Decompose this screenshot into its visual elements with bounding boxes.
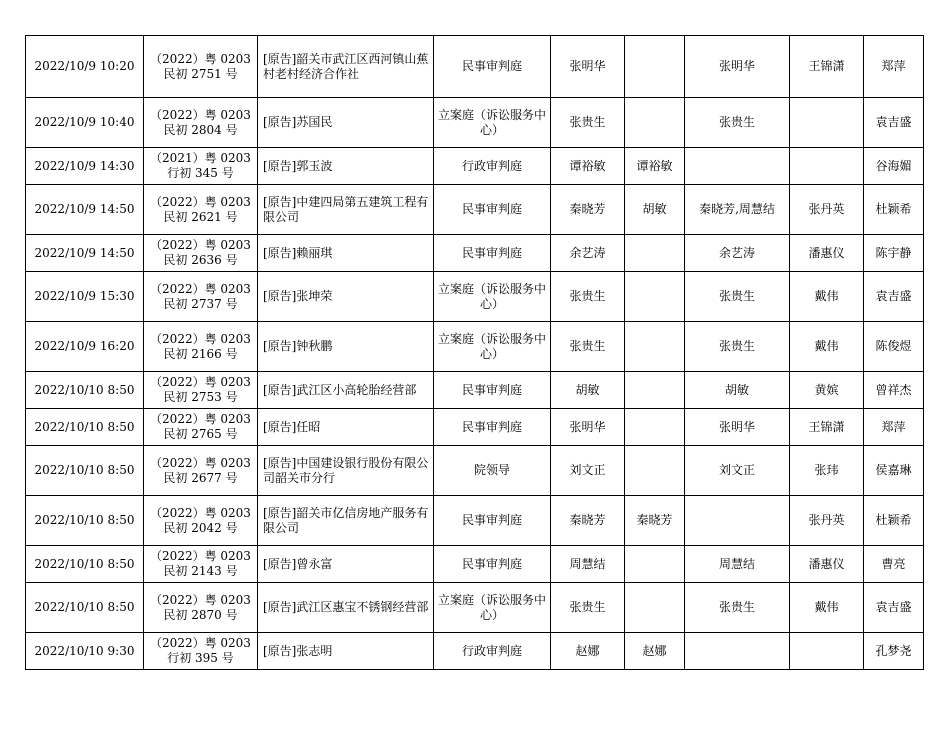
judge-cell: 张贵生	[551, 583, 625, 633]
panel-members-cell: 余艺涛	[685, 235, 790, 272]
panel-members-cell: 胡敏	[685, 372, 790, 409]
table-row	[26, 546, 924, 583]
clerk-cell: 郑萍	[864, 36, 924, 98]
presiding-judge-cell	[625, 583, 685, 633]
hearing-time-cell: 2022/10/10 8:50	[26, 583, 144, 633]
judge-assistant-cell	[790, 633, 864, 670]
case-number-cell: （2022）粤 0203 民初 2166 号	[144, 322, 258, 372]
hearing-time-cell: 2022/10/10 8:50	[26, 496, 144, 546]
case-number-cell: （2022）粤 0203 民初 2677 号	[144, 446, 258, 496]
table-row	[26, 272, 924, 322]
case-number-cell: （2022）粤 0203 行初 395 号	[144, 633, 258, 670]
table-row	[26, 583, 924, 633]
tribunal-cell: 院领导	[434, 446, 551, 496]
judge-cell: 张明华	[551, 409, 625, 446]
tribunal-cell: 民事审判庭	[434, 546, 551, 583]
party-cell: [原告]韶关市亿信房地产服务有限公司	[258, 496, 434, 546]
clerk-cell: 杜颖希	[864, 496, 924, 546]
clerk-cell: 陈宇静	[864, 235, 924, 272]
judge-assistant-cell: 张丹英	[790, 185, 864, 235]
panel-members-cell	[685, 148, 790, 185]
panel-members-cell: 张明华	[685, 36, 790, 98]
party-cell: [原告]中建四局第五建筑工程有限公司	[258, 185, 434, 235]
hearing-time-cell: 2022/10/9 14:30	[26, 148, 144, 185]
presiding-judge-cell	[625, 235, 685, 272]
judge-cell: 周慧结	[551, 546, 625, 583]
hearing-time-cell: 2022/10/10 8:50	[26, 409, 144, 446]
case-number-cell: （2022）粤 0203 民初 2753 号	[144, 372, 258, 409]
table-row	[26, 446, 924, 496]
presiding-judge-cell	[625, 546, 685, 583]
judge-cell: 张贵生	[551, 322, 625, 372]
tribunal-cell: 民事审判庭	[434, 496, 551, 546]
party-cell: [原告]苏国民	[258, 98, 434, 148]
hearing-time-cell: 2022/10/10 9:30	[26, 633, 144, 670]
clerk-cell: 杜颖希	[864, 185, 924, 235]
panel-members-cell: 张贵生	[685, 272, 790, 322]
party-cell: [原告]曾永富	[258, 546, 434, 583]
panel-members-cell: 刘文正	[685, 446, 790, 496]
judge-assistant-cell: 戴伟	[790, 583, 864, 633]
tribunal-cell: 民事审判庭	[434, 36, 551, 98]
case-number-cell: （2022）粤 0203 民初 2751 号	[144, 36, 258, 98]
tribunal-cell: 立案庭（诉讼服务中心）	[434, 272, 551, 322]
party-cell: [原告]武江区小高轮胎经营部	[258, 372, 434, 409]
panel-members-cell: 张贵生	[685, 583, 790, 633]
judge-assistant-cell: 王锦潇	[790, 36, 864, 98]
judge-assistant-cell: 潘惠仪	[790, 546, 864, 583]
presiding-judge-cell	[625, 36, 685, 98]
hearing-time-cell: 2022/10/9 14:50	[26, 185, 144, 235]
party-cell: [原告]郭玉波	[258, 148, 434, 185]
hearing-time-cell: 2022/10/10 8:50	[26, 446, 144, 496]
table-row	[26, 372, 924, 409]
clerk-cell: 袁吉盛	[864, 583, 924, 633]
case-number-cell: （2022）粤 0203 民初 2804 号	[144, 98, 258, 148]
clerk-cell: 曹亮	[864, 546, 924, 583]
table-row	[26, 409, 924, 446]
case-number-cell: （2022）粤 0203 民初 2765 号	[144, 409, 258, 446]
party-cell: [原告]中国建设银行股份有限公司韶关市分行	[258, 446, 434, 496]
presiding-judge-cell	[625, 322, 685, 372]
judge-cell: 张贵生	[551, 98, 625, 148]
judge-assistant-cell: 潘惠仪	[790, 235, 864, 272]
judge-assistant-cell: 王锦潇	[790, 409, 864, 446]
hearing-time-cell: 2022/10/10 8:50	[26, 546, 144, 583]
clerk-cell: 郑萍	[864, 409, 924, 446]
hearing-time-cell: 2022/10/9 14:50	[26, 235, 144, 272]
presiding-judge-cell: 赵娜	[625, 633, 685, 670]
case-number-cell: （2022）粤 0203 民初 2636 号	[144, 235, 258, 272]
judge-assistant-cell	[790, 148, 864, 185]
panel-members-cell: 周慧结	[685, 546, 790, 583]
tribunal-cell: 民事审判庭	[434, 409, 551, 446]
case-number-cell: （2022）粤 0203 民初 2737 号	[144, 272, 258, 322]
panel-members-cell: 张贵生	[685, 322, 790, 372]
judge-assistant-cell: 黄嫔	[790, 372, 864, 409]
judge-cell: 秦晓芳	[551, 496, 625, 546]
table-body	[26, 36, 924, 670]
table-row	[26, 633, 924, 670]
tribunal-cell: 行政审判庭	[434, 633, 551, 670]
case-number-cell: （2021）粤 0203 行初 345 号	[144, 148, 258, 185]
hearing-time-cell: 2022/10/9 10:40	[26, 98, 144, 148]
presiding-judge-cell: 胡敏	[625, 185, 685, 235]
judge-cell: 张明华	[551, 36, 625, 98]
table-row	[26, 148, 924, 185]
party-cell: [原告]任昭	[258, 409, 434, 446]
presiding-judge-cell	[625, 446, 685, 496]
table-row	[26, 185, 924, 235]
panel-members-cell	[685, 496, 790, 546]
tribunal-cell: 立案庭（诉讼服务中心）	[434, 583, 551, 633]
clerk-cell: 袁吉盛	[864, 272, 924, 322]
judge-assistant-cell: 戴伟	[790, 272, 864, 322]
tribunal-cell: 民事审判庭	[434, 372, 551, 409]
table-row	[26, 98, 924, 148]
hearing-time-cell: 2022/10/9 15:30	[26, 272, 144, 322]
judge-assistant-cell: 戴伟	[790, 322, 864, 372]
tribunal-cell: 行政审判庭	[434, 148, 551, 185]
judge-cell: 赵娜	[551, 633, 625, 670]
hearing-time-cell: 2022/10/9 10:20	[26, 36, 144, 98]
presiding-judge-cell: 秦晓芳	[625, 496, 685, 546]
party-cell: [原告]韶关市武江区西河镇山蕉村老村经济合作社	[258, 36, 434, 98]
judge-cell: 秦晓芳	[551, 185, 625, 235]
presiding-judge-cell	[625, 372, 685, 409]
party-cell: [原告]张坤荣	[258, 272, 434, 322]
hearing-time-cell: 2022/10/9 16:20	[26, 322, 144, 372]
case-number-cell: （2022）粤 0203 民初 2621 号	[144, 185, 258, 235]
judge-assistant-cell: 张玮	[790, 446, 864, 496]
panel-members-cell: 张贵生	[685, 98, 790, 148]
tribunal-cell: 民事审判庭	[434, 185, 551, 235]
table-row	[26, 235, 924, 272]
party-cell: [原告]钟秋鹏	[258, 322, 434, 372]
judge-cell: 张贵生	[551, 272, 625, 322]
judge-assistant-cell	[790, 98, 864, 148]
judge-cell: 谭裕敏	[551, 148, 625, 185]
table-row	[26, 36, 924, 98]
judge-cell: 胡敏	[551, 372, 625, 409]
judge-cell: 刘文正	[551, 446, 625, 496]
table-row	[26, 322, 924, 372]
party-cell: [原告]张志明	[258, 633, 434, 670]
clerk-cell: 侯嘉琳	[864, 446, 924, 496]
panel-members-cell: 秦晓芳,周慧结	[685, 185, 790, 235]
panel-members-cell: 张明华	[685, 409, 790, 446]
judge-assistant-cell: 张丹英	[790, 496, 864, 546]
clerk-cell: 陈俊煜	[864, 322, 924, 372]
party-cell: [原告]武江区惠宝不锈钢经营部	[258, 583, 434, 633]
presiding-judge-cell	[625, 409, 685, 446]
tribunal-cell: 立案庭（诉讼服务中心）	[434, 322, 551, 372]
presiding-judge-cell	[625, 272, 685, 322]
presiding-judge-cell	[625, 98, 685, 148]
clerk-cell: 孔梦尧	[864, 633, 924, 670]
case-number-cell: （2022）粤 0203 民初 2042 号	[144, 496, 258, 546]
clerk-cell: 袁吉盛	[864, 98, 924, 148]
case-number-cell: （2022）粤 0203 民初 2870 号	[144, 583, 258, 633]
case-number-cell: （2022）粤 0203 民初 2143 号	[144, 546, 258, 583]
tribunal-cell: 立案庭（诉讼服务中心）	[434, 98, 551, 148]
panel-members-cell	[685, 633, 790, 670]
judge-cell: 余艺涛	[551, 235, 625, 272]
presiding-judge-cell: 谭裕敏	[625, 148, 685, 185]
hearing-time-cell: 2022/10/10 8:50	[26, 372, 144, 409]
hearing-schedule-table	[25, 35, 924, 670]
clerk-cell: 曾祥杰	[864, 372, 924, 409]
party-cell: [原告]赖丽琪	[258, 235, 434, 272]
table-row	[26, 496, 924, 546]
tribunal-cell: 民事审判庭	[434, 235, 551, 272]
clerk-cell: 谷海媚	[864, 148, 924, 185]
